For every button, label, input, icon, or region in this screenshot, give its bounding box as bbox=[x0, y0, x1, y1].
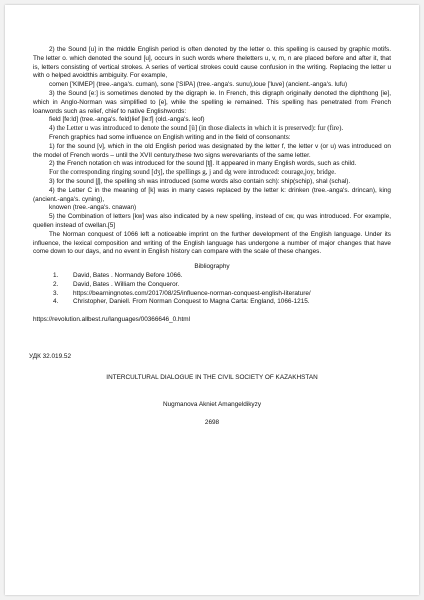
paragraph: 1) for the sound [v], which in the old English period was designated by the letter f, the letter v (or u) was introduced on the model of French words – until the XVII century.these two signs werevariants of the same letter. bbox=[33, 142, 391, 159]
bibliography-text: David, Bates . Normandy Before 1066. bbox=[73, 271, 183, 279]
page-content bbox=[29, 46, 391, 428]
article-author: Nugmanova Akniet Amangeldikyzy bbox=[162, 400, 262, 408]
paragraph: knowen (tree.-anga's. cnawan) bbox=[49, 204, 137, 212]
paragraph: The Norman conquest of 1066 left a noticeable imprint on the further development of the English language. Under its influence, the lexical composition and writing of the English language has undergone a number of major changes that have come down to our days, and no event in English history can compare with the scale of these changes. bbox=[33, 230, 391, 256]
article-title: INTERCULTURAL DIALOGUE IN THE CIVIL SOCIETY OF KAZAKHSTAN bbox=[106, 373, 318, 381]
paragraph: 2) the Sound [u] in the middle English period is often denoted by the letter o. this spelling is caused by graphic motifs. The letter o. which denoted the sound [u], occurs in such words where theletters u, v, m, n are placed before and after it, that is, letters consisting of vertical strokes. A series of vertical strokes could cause confusion in the writing. Replacing the letter u with o helped avoidthis ambiguity. For example, bbox=[33, 46, 391, 80]
page-number: 2698 bbox=[204, 419, 220, 427]
bibliography-item bbox=[33, 272, 391, 281]
paragraph: 4) the Letter u was introduced to denote the sound [ü] (in those dialects in which it is preserved): fur (fire). bbox=[49, 125, 344, 133]
bibliography-text: https://bearningnotes.com/2017/08/25/influence-norman-conquest-english-literature/ bbox=[73, 289, 311, 297]
bibliography-number: 3. bbox=[53, 289, 59, 297]
bibliography-list bbox=[33, 272, 391, 307]
bibliography-text: Christopher, Daniell. From Norman Conquest to Magna Carta: England, 1066-1215. bbox=[73, 298, 310, 306]
document-page bbox=[5, 5, 419, 595]
bibliography-number: 4. bbox=[53, 298, 59, 306]
bibliography-title: Bibliography bbox=[194, 263, 230, 271]
paragraph: French graphics had some influence on English writing and in the field of consonants: bbox=[49, 133, 291, 141]
paragraph: For the corresponding ringing sound [dʒ], the spellings g, j and dg were introduced: courage,joy, bridge. bbox=[49, 169, 336, 177]
paragraph: field [fe:ld] (tree.-anga's. feld)lief [le:f] (old.-anga's. leof) bbox=[49, 116, 205, 124]
bibliography-number: 2. bbox=[53, 280, 59, 288]
paragraph: 4) the Letter C in the meaning of [k] was in many cases replaced by the letter k: drinken (tree.-anga's. drincan), king (ancient.-anga's. cyning), bbox=[33, 186, 391, 203]
bibliography-item bbox=[33, 290, 391, 299]
bibliography-extra-link[interactable]: https://revolution.allbest.ru/languages/00366646_0.html bbox=[33, 316, 191, 324]
bibliography-text: David, Bates . William the Conqueror. bbox=[73, 280, 180, 288]
paragraph: comen ['KIMEP] (tree.-anga's. cuman), sone ['SIPA] (tree.-anga's. sunu),loue ['luve] (ancient.-anga's. lufu) bbox=[49, 81, 348, 89]
paragraph: 2) the French notation ch was introduced for the sound [tʃ]. It appeared in many English words, such as child. bbox=[49, 160, 357, 168]
udk-code: УДК 32.019.52 bbox=[29, 352, 72, 360]
bibliography-item bbox=[33, 298, 391, 307]
paragraph: 3) for the sound [ʃ], the spelling sh was introduced (some words also contain sch): ship(schip), shal (schal). bbox=[49, 177, 351, 185]
bibliography-number: 1. bbox=[53, 271, 59, 279]
body-text bbox=[33, 46, 391, 257]
paragraph: 5) the Combination of letters [kw] was also indicated by a new spelling, instead of cw, qu was introduced. For example, quellen instead of cwellan.[5] bbox=[33, 213, 391, 229]
paragraph: 3) the Sound [e:] is sometimes denoted by the digraph ie. In French, this digraph originally denoted the diphthong [ie], which in Anglo-Norman was simplified to [e], while the spelling ie remained. This spelling has penetrated from French loanwords such as relief, chief to native Englishwords: bbox=[33, 89, 391, 115]
bibliography-item bbox=[33, 281, 391, 290]
